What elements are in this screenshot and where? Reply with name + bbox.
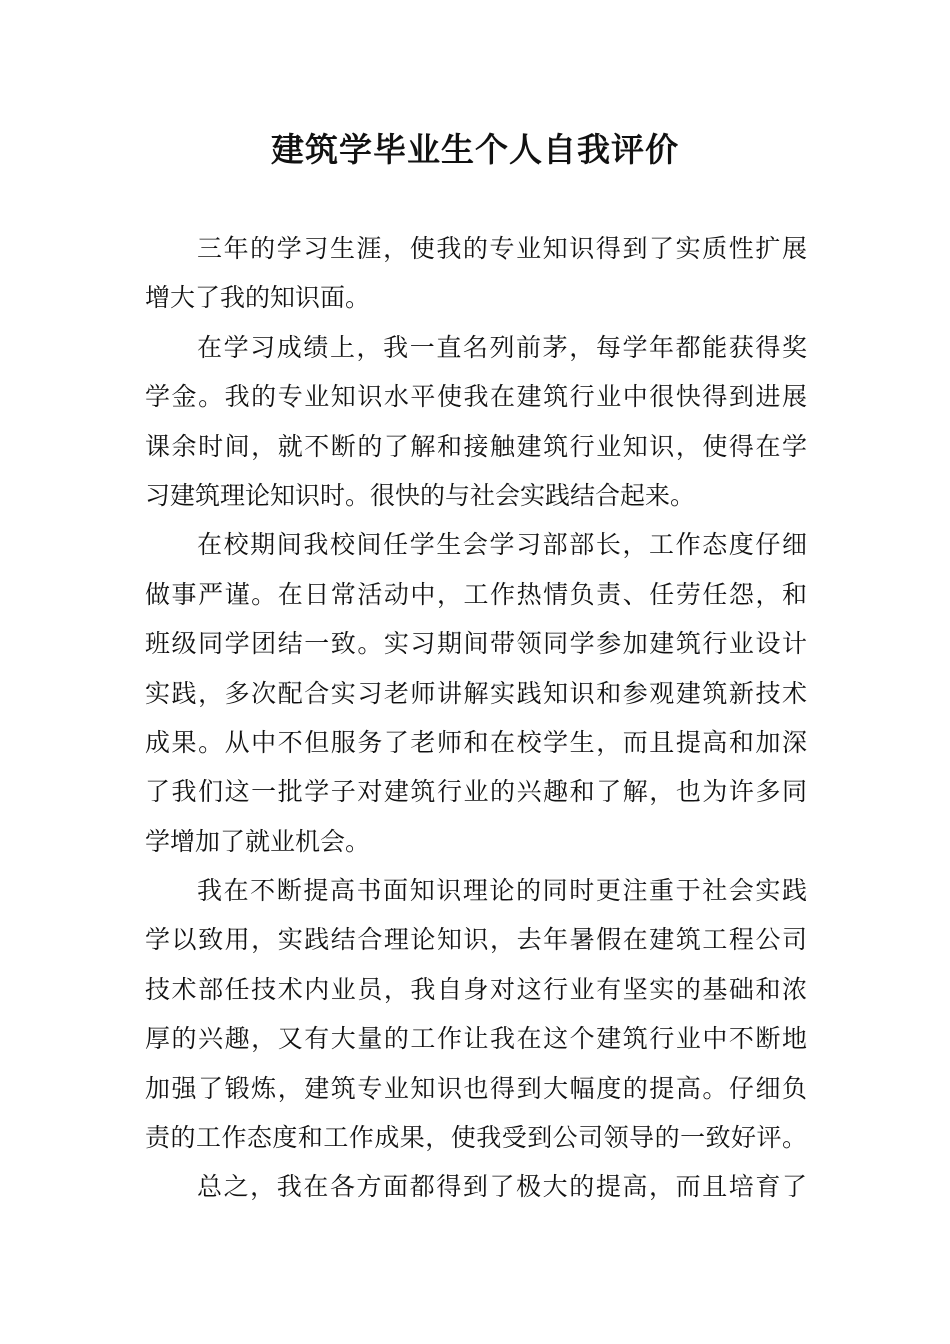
- text-line: 课余时间，就不断的了解和接触建筑行业知识，使得在学: [145, 431, 807, 461]
- text-line: 增大了我的知识面。: [145, 283, 371, 313]
- text-line: 习建筑理论知识时。很快的与社会实践结合起来。: [145, 480, 696, 510]
- text-line: 班级同学团结一致。实习期间带领同学参加建筑行业设计: [145, 629, 807, 659]
- text-line: 了我们这一批学子对建筑行业的兴趣和了解，也为许多同: [145, 777, 807, 807]
- text-line: 在校期间我校间任学生会学习部部长，工作态度仔细: [197, 530, 807, 560]
- text-line: 技术部任技术内业员，我自身对这行业有坚实的基础和浓: [145, 974, 807, 1004]
- text-line: 在学习成绩上，我一直名列前茅，每学年都能获得奖: [197, 332, 807, 362]
- document-body: [145, 224, 807, 1212]
- text-line: 成果。从中不但服务了老师和在校学生，而且提高和加深: [145, 727, 807, 757]
- text-line: 我在不断提高书面知识理论的同时更注重于社会实践: [197, 876, 807, 906]
- text-line: 学金。我的专业知识水平使我在建筑行业中很快得到进展: [145, 382, 807, 412]
- text-line: 总之，我在各方面都得到了极大的提高，而且培育了: [197, 1172, 807, 1202]
- text-line: 做事严谨。在日常活动中，工作热情负责、任劳任怨，和: [145, 579, 807, 609]
- text-line: 学以致用，实践结合理论知识，去年暑假在建筑工程公司: [145, 925, 807, 955]
- text-line: 学增加了就业机会。: [145, 826, 371, 856]
- text-line: 厚的兴趣，又有大量的工作让我在这个建筑行业中不断地: [145, 1024, 807, 1054]
- text-line: 三年的学习生涯，使我的专业知识得到了实质性扩展: [197, 234, 807, 263]
- text-line: 实践，多次配合实习老师讲解实践知识和参观建筑新技术: [145, 678, 807, 708]
- document-title: 建筑学毕业生个人自我评价: [271, 130, 679, 169]
- text-line: 加强了锻炼，建筑专业知识也得到大幅度的提高。仔细负: [145, 1073, 807, 1103]
- text-line: 责的工作态度和工作成果，使我受到公司领导的一致好评。: [145, 1123, 807, 1153]
